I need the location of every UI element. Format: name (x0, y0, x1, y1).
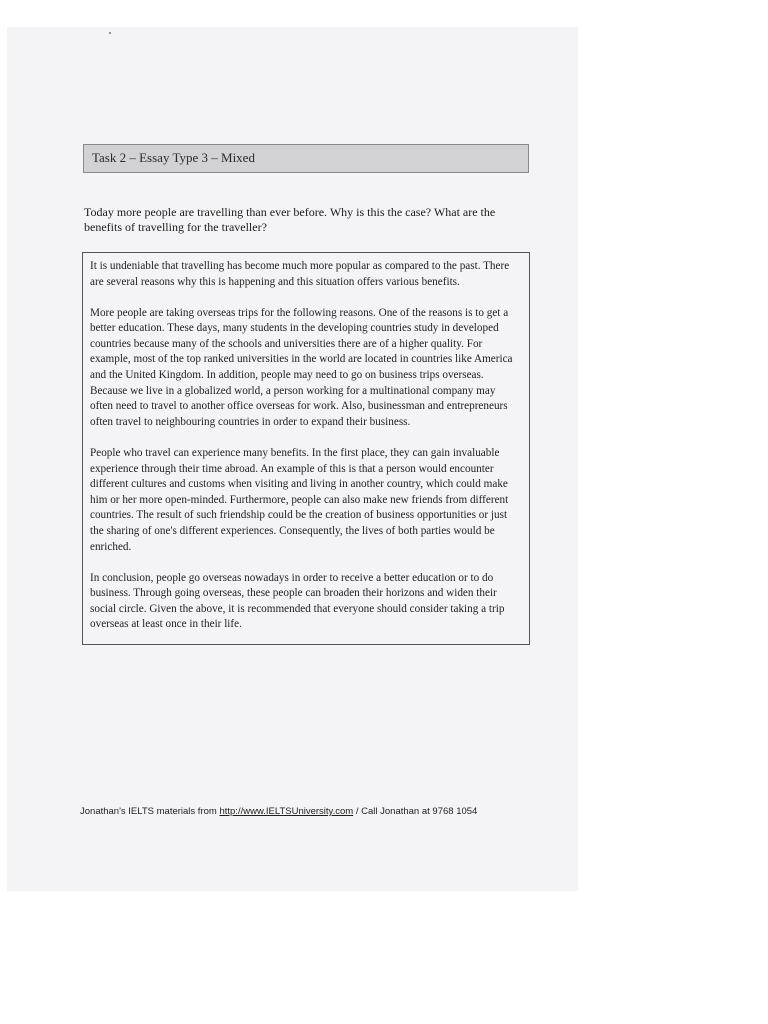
scan-speck (109, 32, 111, 34)
essay-question: Today more people are travelling than ever before. Why is this the case? What are the benefits of travelling for the traveller? (84, 205, 496, 234)
essay-box (82, 252, 530, 645)
footer-suffix: / Call Jonathan at 9768 1054 (353, 806, 478, 817)
essay-paragraph-conclusion: In conclusion, people go overseas nowadays in order to receive a better education or to do business. Through going overseas, these people can broaden their horizons and widen their social circle. Given the above, it is recommended that everyone should consider taking a trip overseas at least once in their life. (90, 571, 505, 631)
essay-paragraph-benefits: People who travel can experience many benefits. In the first place, they can gain invaluable experience through their time abroad. An example of this is that a person would encounter different cultures and customs when visiting and living in another country, which could make him or her more open-minded. Furthermore, people can also make new friends from different countries. The result of such friendship could be the creation of business opportunities or just the sharing of one's different experiences. Consequently, the lives of both parties would be enriched. (90, 446, 509, 553)
essay-paragraph-reasons: More people are taking overseas trips for the following reasons. One of the reasons is to get a better education. These days, many students in the developing countries study in developed countries because many of the schools and universities there are of a higher quality. For example, most of the top ranked universities in the world are located in countries like America and the United Kingdom. In addition, people may need to go on business trips overseas. Because we live in a globalized world, a person working for a multinational company may often need to travel to another office overseas for work. Also, businessman and entrepreneurs often travel to neighbouring countries in order to expand their business. (90, 306, 513, 428)
page-footer (80, 806, 477, 817)
essay-paragraph-intro: It is undeniable that travelling has become much more popular as compared to the past. There are several reasons why this is happening and this situation offers various benefits. (90, 260, 510, 288)
task-title-bar (83, 144, 529, 173)
footer-link[interactable]: http://www.IELTSUniversity.com (219, 806, 354, 817)
footer-prefix: Jonathan's IELTS materials from (80, 806, 220, 817)
task-title: Task 2 – Essay Type 3 – Mixed (92, 150, 255, 165)
